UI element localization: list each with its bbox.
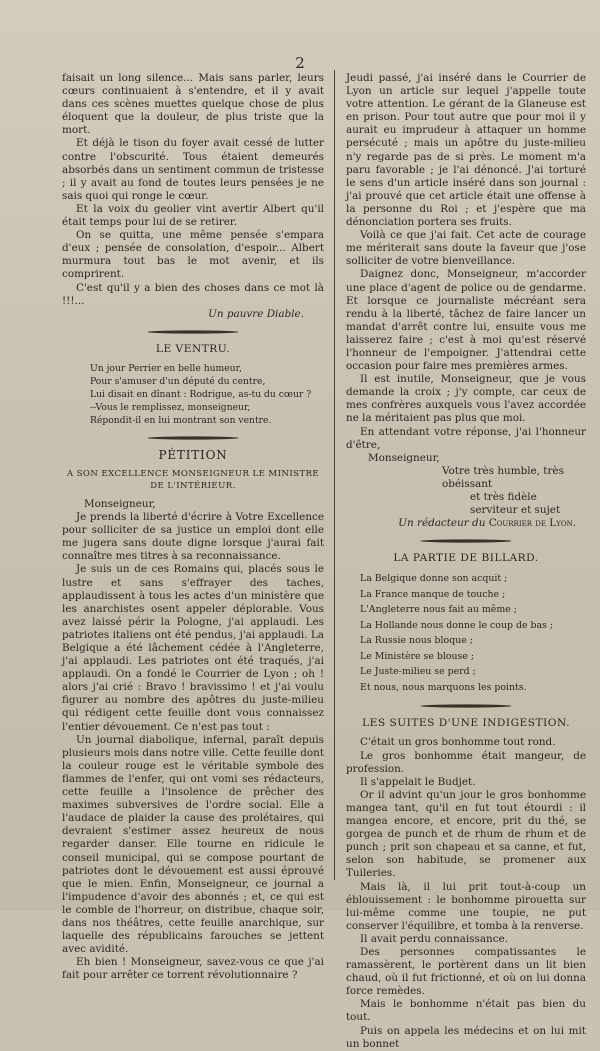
indigestion-title: LES SUITES D'UNE INDIGESTION. [362,717,570,730]
poem-line: Répondit-il en lui montrant son ventre. [90,414,272,426]
paragraph: Le gros bonhomme était mangeur, de profession. [346,749,586,775]
paragraph: C'est qu'il y a bien des choses dans ce mot là !!!... [62,281,324,307]
poem-line: Le Juste-milieu se perd ; [360,666,476,678]
petition-subtitle: A SON EXCELLENCE MONSEIGNEUR LE MINISTRE DE L'INTÉRIEUR. [66,468,320,491]
paragraph: Des personnes compatissantes le ramassèrent, le portèrent dans un lit bien chaud, où il fut frictionné, et où on lui donna force remèdes. [346,945,586,998]
ventru-poem [62,362,324,427]
closing-line: Votre très humble, très obéissant [442,464,564,490]
paragraph: Et déjà le tison du foyer avait cessé de lutter contre l'obscurité. Tous étaient demeurés absorbés dans un sentiment commun de tristesse ; il y avait au fond de toutes leurs pensées je ne sais quoi qui ronge le cœur. [62,137,324,202]
poem-line: --Vous le remplissez, monseigneur, [90,401,251,413]
paragraph: Mais le bonhomme n'était pas bien du tout. [346,998,586,1024]
poem-line: La Russie nous bloque ; [360,635,473,647]
ornamental-rule [62,326,324,338]
paragraph: Eh bien ! Monseigneur, savez-vous ce que j'ai fait pour arrêter ce torrent révolutionnaire ? [62,956,324,982]
ornamental-rule [62,432,324,444]
ventru-title: LE VENTRU. [155,342,231,355]
poem-line: Et nous, nous marquons les points. [360,681,527,693]
petition-closing [346,452,586,517]
paragraph: Puis on appela les médecins et on lui mit un bonnet [346,1024,586,1050]
ornamental-rule [346,700,586,712]
paragraph: Il s'appelait le Budjet. [360,775,476,788]
paragraph: faisait un long silence... Mais sans parler, leurs cœurs continuaient à s'entendre, et il y avait dans ces scènes muettes quelque chose de plus éloquent que la douleur, de plus triste que la mort. [62,72,324,137]
petition-author [346,517,586,530]
paragraph: En attendant votre réponse, j'ai l'honneur d'être, [346,425,586,451]
paragraph: Jeudi passé, j'ai inséré dans le Courrier de Lyon un article sur lequel j'appelle toute votre attention. Le gérant de la Glaneuse est en prison. Pour tout autre que pour moi il y aurait eu imprudeur à attaquer un homme persécuté ; mais un apôtre du juste-milieu n'y regarde pas de si près. Le moment m'a paru favorable ; je l'ai dénoncé. J'ai torturé le sens d'un article inséré dans son journal : j'ai prouvé que cet article était une offense à la personne du Roi ; et j'espère que ma dénonciation portera ses fruits. [346,72,586,229]
paragraph: Or il advint qu'un jour le gros bonhomme mangea tant, qu'il en fut tout étourdi : il mangea encore, et encore, prit du thé, se gorgea de punch et de rhum de rhum et de punch ; prit son chapeau et sa canne, et fut, selon son habitude, se promener aux Tuileries. [346,788,586,880]
left-column [62,72,324,982]
paragraph: On se quitta, une même pensée s'empara d'eux ; pensée de consolation, d'espoir... Albert murmura tout bas le mot avenir, et ils comprirent. [62,229,324,281]
paragraph: Il avait perdu connaissance. [360,932,509,945]
author-paper: Courrier de Lyon. [488,517,576,530]
paragraph: Voilà ce que j'ai fait. Cet acte de courage me mériterait sans doute la faveur que j'ose solliciter de votre bienveillance. [346,229,586,268]
page-number: 2 [295,54,305,72]
poem-line: L'Angleterre nous fait au même ; [360,604,517,616]
paragraph: Mais là, il lui prit tout-à-coup un éblouissement : le bonhomme pirouetta sur lui-même comme une toupie, ne put conserver l'équilibre, et tomba à la renverse. [346,880,586,932]
paragraph: Je suis un de ces Romains qui, placés sous le lustre et sans s'effrayer des taches, applaudissent à tous les actes d'un ministère que les anarchistes osent appeler déplorable. Vous avez laissé périr la Pologne, j'ai applaudi. Les patriotes italiens ont été pendus, j'ai applaudi. La Belgique a été lâchement cédée à l'Angleterre, j'ai applaudi. Les patriotes ont été traqués, j'ai applaudi. On a fondé le Courrier de Lyon ; oh ! alors j'ai crié : Bravo ! bravissimo ! et j'ai voulu figurer au nombre des apôtres du juste-milieu qui rédigent cette feuille dont vous connaissez l'entier dévouement. Ce n'est pas tout : [62,563,324,733]
paragraph: Il est inutile, Monseigneur, que je vous demande la croix ; j'y compte, car ceux de mes confrères auxquels vous l'avez accordée ne la méritaient pas plus que moi. [346,373,586,425]
paragraph: Daignez donc, Monseigneur, m'accorder une place d'agent de police ou de gendarme. Et lorsque ce journaliste mécréant sera rendu à la liberté, tâchez de faire lancer un mandat d'arrêt contre lui, ensuite vous me laisserez faire ; c'est à moi qu'est réservé l'honneur de l'empoigner. J'attendrai cette occasion pour faire mes premières armes. [346,268,586,373]
ornamental-rule [346,535,586,547]
poem-line: Le Ministère se blouse ; [360,650,475,662]
paragraph: Et la voix du geolier vint avertir Albert qu'il était temps pour lui de se retirer. [62,202,324,229]
story-signature: Un pauvre Diable. [208,307,304,320]
story-ending [62,72,324,321]
author-prefix: Un rédacteur du [398,517,486,530]
closing-salutation: Monseigneur, [368,451,440,464]
poem-line: La Belgique donne son acquit ; [360,573,508,585]
billard-poem [346,571,586,695]
paragraph: Un journal diabolique, infernal, paraît depuis plusieurs mois dans notre ville. Cette feuille dont la couleur rouge est le véritable symbole des flammes de l'enfer, qui ont vomi ses rédacteurs, cette feuille a l'insolence de prêcher des maximes subversives de l'ordre social. Elle a l'audace de plaider la cause des prolétaires, qui devraient s'estimer assez heureux de nous regarder danser. Elle tourne en ridicule le conseil municipal, qui se compose pourtant de patriotes dont le dévouement est aussi éprouvé que le mien. Enfin, Monseigneur, ce journal a l'impudence d'avoir des abonnés ; et, ce qui est le comble de l'horreur, on distribue, chaque soir, dans nos théâtres, cette feuille anarchique, sur laquelle des républicains farouches se jettent avec avidité. [62,733,324,956]
paragraph: C'était un gros bonhomme tout rond. [360,736,556,749]
column-divider [334,70,335,880]
poem-line: Lui disait en dînant : Rodrigue, as-tu du cœur ? [90,388,312,400]
billard-title: LA PARTIE DE BILLARD. [393,552,539,565]
petition-salutation: Monseigneur, [84,497,156,510]
poem-line: Un jour Perrier en belle humeur, [90,362,242,374]
paragraph: Je prends la liberté d'écrire à Votre Excellence pour solliciter de sa justice un emploi dont elle me jugera sans doute digne lorsque j'aurai fait connaître mes titres à sa reconnaissance. [62,511,324,563]
right-column [346,72,586,1051]
petition-title: PÉTITION [158,447,228,462]
poem-line: La Hollande nous donne le coup de bas ; [360,619,554,631]
poem-line: La France manque de touche ; [360,588,506,600]
closing-line: et très fidèle serviteur et sujet [470,491,561,517]
poem-line: Pour s'amuser d'un député du centre, [90,375,266,387]
